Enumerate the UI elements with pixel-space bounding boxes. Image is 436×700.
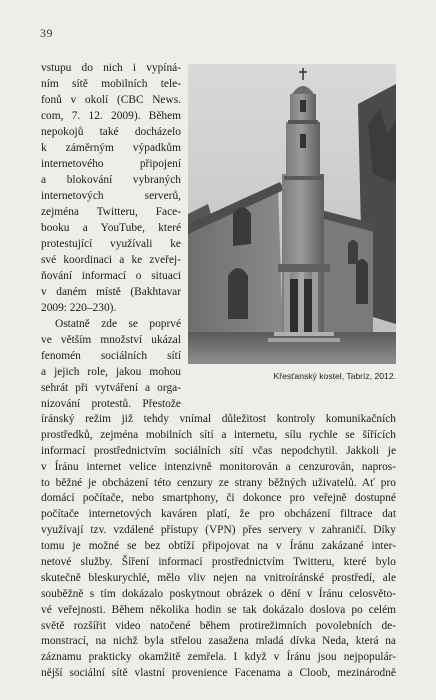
text-line: ňování informací o situaci xyxy=(41,270,181,282)
text-line: v Íránu internet velice intenzivně monitorován a cenzurován, napros- xyxy=(41,460,396,473)
text-line: k záměrným výpadkům xyxy=(41,142,181,154)
text-line: prostředků, zejména mobilních sítí a internetu, sílu rychle se šířících xyxy=(41,428,396,441)
text-line: světě rozšířit video natočené během protirežimních povolebních de- xyxy=(41,619,396,632)
text-line: své koordinaci a ke zveřej- xyxy=(41,254,181,266)
text-line: počítače internetových kaváren platí, že pro obcházení filtrace dat xyxy=(41,508,396,521)
text-line: souběžně s tím dokázalo poskytnout obrázek o dění v Íránu celosvěto- xyxy=(41,587,396,600)
full-width-text xyxy=(41,412,396,682)
narrow-column-text xyxy=(41,60,181,412)
text-line: záznamu prakticky okamžitě zemřela. I když v Íránu jsou nejpopulár- xyxy=(41,651,396,664)
text-line: netové služby. Šíření informací prostřednictvím Twitteru, které bylo xyxy=(41,556,396,569)
text-line: nější sociální sítě vlastní provenience Facenama a Cloob, mezinárodně xyxy=(41,667,396,680)
text-line: ním sítě mobilních tele- xyxy=(41,78,181,90)
text-line: nepokojů také docházelo xyxy=(41,126,181,138)
photo-caption: Křesťanský kostel, Tabríz, 2012. xyxy=(273,371,396,381)
text-line: internetového připojení xyxy=(41,158,181,170)
text-line: nizování protestů. Přestože xyxy=(41,398,181,410)
text-line: ve větším množství ukázal xyxy=(41,334,181,346)
text-line: vstupu do nich i vypíná- xyxy=(41,62,181,74)
text-line: protestující využívali ke xyxy=(41,238,181,250)
text-line: zejména Twitteru, Face- xyxy=(41,206,181,218)
text-line: 2009: 220–230). xyxy=(41,302,117,314)
text-line: booku a YouTube, které xyxy=(41,222,181,234)
text-line: domácí počítače, nebo smartphony, či dokonce pro veřejně dostupné xyxy=(41,492,396,505)
text-line: fonů v okolí (CBC News. xyxy=(41,94,181,106)
text-line: v daném místě (Bakhtavar xyxy=(41,286,181,298)
text-line: to běžné je obcházení této cenzury ze strany běžných uživatelů. Ať pro xyxy=(41,476,396,489)
page-number: 39 xyxy=(40,26,53,40)
text-line: sehrát při vytváření a orga- xyxy=(41,382,181,394)
text-line: skutečně bleskurychlé, mělo vliv nejen na vnitroíránské prostředí, ale xyxy=(41,571,396,584)
church-photo xyxy=(188,64,396,364)
text-line: a blokování vybraných xyxy=(41,174,181,186)
text-line: internetových serverů, xyxy=(41,190,181,202)
text-line: monstrací, na nichž byla střelou zasažena mladá dívka Neda, která na xyxy=(41,635,396,648)
text-line: tomu je možné se bez obtíží připojovat na v Íránu zakázané inter- xyxy=(41,540,396,553)
text-line: využívají tzv. vzdálené přístupy (VPN) přes servery v zahraničí. Díky xyxy=(41,524,396,537)
text-line: íránský režim již tehdy vnímal důležitost kontroly komunikačních xyxy=(41,413,396,425)
text-line: fenomén sociálních sítí xyxy=(41,350,181,362)
text-line: com, 7. 12. 2009). Během xyxy=(41,110,181,122)
text-line: vé veřejnosti. Během několika hodin se tak dokázalo doslova po celém xyxy=(41,603,396,616)
text-line: informací prostřednictvím sociálních sítí včas nepodchytil. Jakkoli je xyxy=(41,444,396,457)
text-line: a jejich role, jakou mohou xyxy=(41,366,181,378)
text-line: Ostatně zde se poprvé xyxy=(55,318,181,330)
